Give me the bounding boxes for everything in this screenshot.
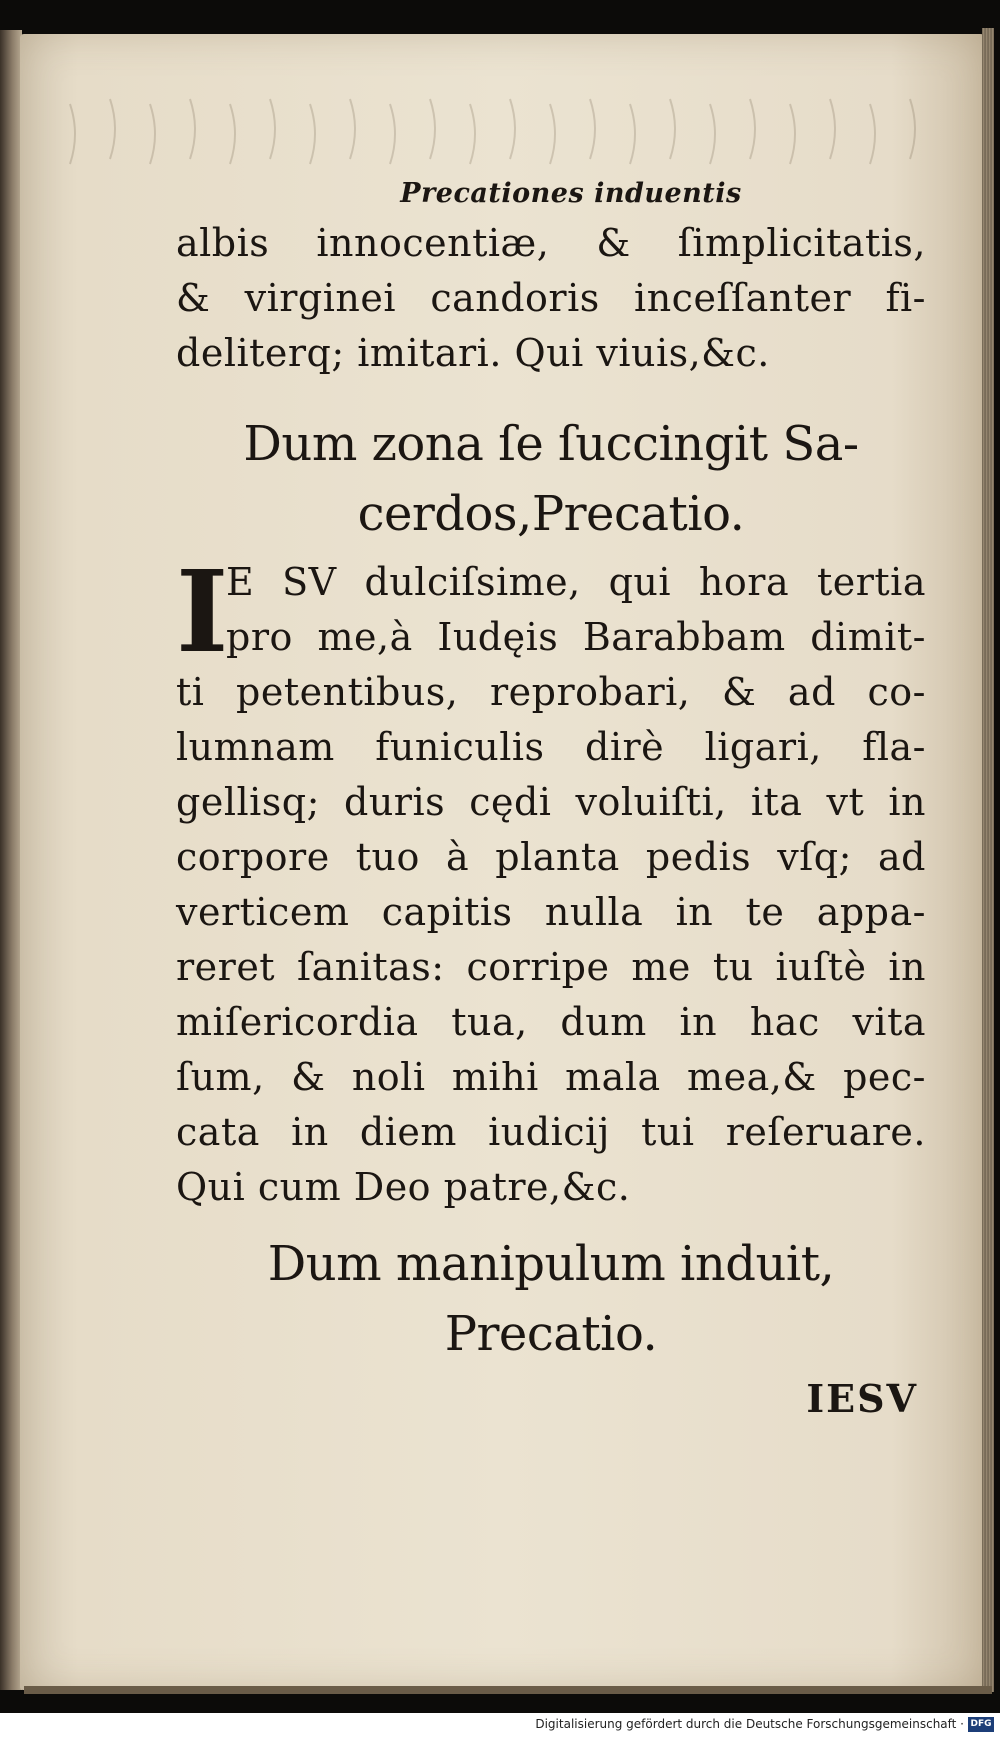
text-line: albis innocentiæ, & ſimplicitatis, — [176, 221, 926, 265]
prayer-paragraph — [176, 547, 926, 1215]
section-heading-line: Precatio. — [444, 1306, 658, 1362]
closing-line: Qui cum Deo patre,&c. — [176, 1165, 631, 1209]
page-edge-right — [982, 28, 994, 1692]
running-head: Precationes induentis — [400, 178, 742, 209]
text-line: cata in diem iudicij tui reſeruare. — [176, 1110, 926, 1154]
text-line: gellisq; duris cędi voluiſti, ita vt in — [176, 780, 926, 824]
digitization-footer — [0, 1713, 1000, 1738]
text-line: pro me,à Iudęis Barabbam dimit- — [226, 615, 926, 659]
funding-credit: Digitalisierung gefördert durch die Deutsche Forschungsgemeinschaft · — [535, 1717, 964, 1731]
text-line: deliterq; imitari. Qui viuis,&c. — [176, 331, 770, 375]
text-line: lumnam funiculis dirè ligari, fla- — [176, 725, 926, 769]
drop-cap-initial: I — [176, 547, 229, 678]
section-heading-line: Dum manipulum induit, — [267, 1236, 835, 1292]
bleed-through-marks — [50, 64, 950, 184]
text-line: & virginei candoris inceſſanter fi- — [176, 276, 926, 320]
book-spine-edge — [0, 30, 22, 1690]
dfg-logo: DFG — [968, 1717, 994, 1732]
text-line: ſum, & noli mihi mala mea,& pec- — [176, 1055, 926, 1099]
section-heading-line: cerdos,Precatio. — [357, 486, 745, 542]
section-heading-line: Dum zona ſe ſuccingit Sa- — [243, 416, 859, 472]
text-line: ti petentibus, reprobari, & ad co- — [176, 670, 926, 714]
catchword: IESV — [806, 1376, 918, 1421]
page-edge-bottom — [24, 1686, 992, 1694]
text-block — [176, 172, 926, 1429]
text-line: verticem capitis nulla in te appa- — [176, 890, 926, 934]
text-line: miſericordia tua, dum in hac vita — [176, 1000, 926, 1044]
text-line: corpore tuo à planta pedis vſq; ad — [176, 835, 926, 879]
text-line: reret ſanitas: corripe me tu iuſtè in — [176, 945, 926, 989]
text-line: E SV dulciſsime, qui hora tertia — [226, 560, 926, 604]
